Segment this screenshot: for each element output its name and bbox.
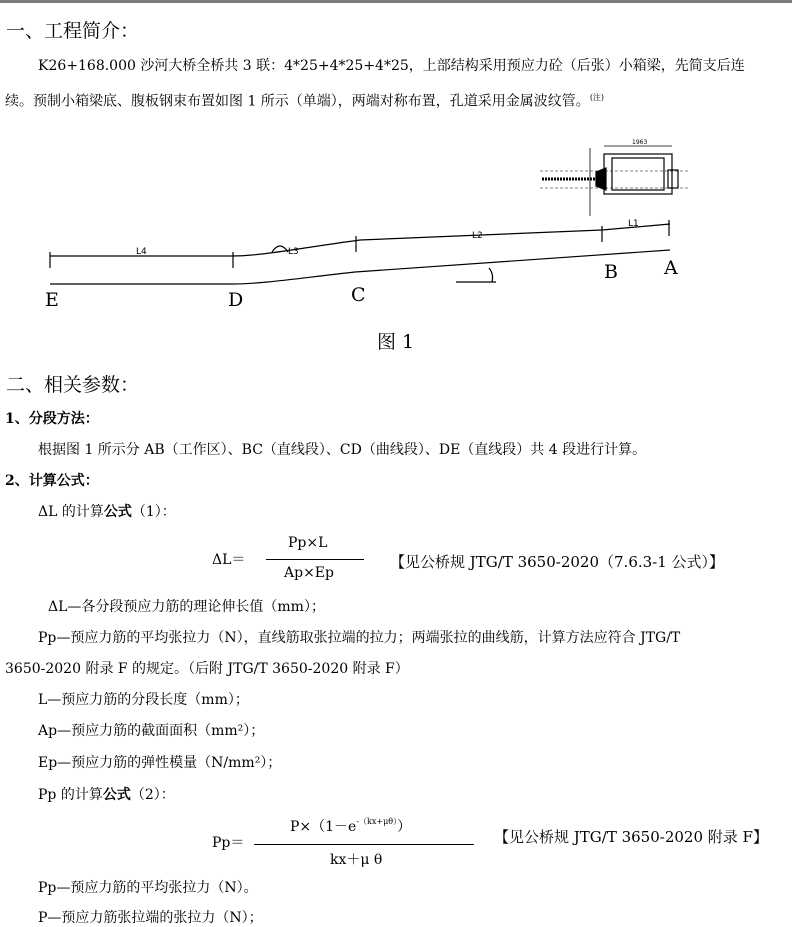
sub-heading-formula: 2、计算公式：	[5, 473, 99, 489]
point-label-b: B	[604, 261, 618, 283]
definition-ap: Ap—预应力筋的截面面积（mm²）；	[38, 723, 265, 739]
definition-delta-l: ΔL—各分段预应力筋的理论伸长值（mm）；	[48, 599, 325, 615]
anchor-cap	[668, 170, 678, 188]
section-heading-intro: 一、工程简介：	[6, 20, 140, 42]
segment-label-l1: L1	[628, 219, 639, 229]
formula2-intro-text: Pp 的计算	[38, 787, 103, 803]
intro-paragraph-line2	[5, 89, 604, 111]
formula2-numerator	[290, 816, 411, 836]
note-marker: (注)	[589, 93, 605, 102]
formula1-denominator: Ap×Ep	[284, 565, 334, 581]
segment-label-l4: L4	[136, 247, 147, 257]
definition-pp-line2: 3650-2020 附录 F 的规定。（后附 JTG/T 3650-2020 附录 F）	[5, 661, 409, 677]
top-border	[0, 0, 792, 3]
intro-paragraph-text: 续。预制小箱梁底、腹板钢束布置如图 1 所示（单端），两端对称布置，孔道采用金属波纹管。	[5, 93, 590, 110]
point-label-c: C	[351, 284, 366, 306]
formula1-intro	[38, 503, 176, 521]
segmentation-text: 根据图 1 所示分 AB（工作区）、BC（直线段）、CD（曲线段）、DE（直线段）共 4 段进行计算。	[38, 442, 647, 458]
definition-l: L—预应力筋的分段长度（mm）；	[38, 692, 249, 708]
definition-pp-avg: Pp—预应力筋的平均张拉力（N）。	[38, 880, 258, 896]
tendon-layout-diagram	[0, 118, 792, 318]
definition-pp-line1: Pp—预应力筋的平均张拉力（N），直线筋取张拉端的拉力；两端张拉的曲线筋，计算方法应符合 JTG/T	[38, 630, 681, 646]
wedge-plate	[596, 168, 606, 190]
section-heading-params: 二、相关参数：	[6, 374, 140, 396]
segment-label-l2: L2	[472, 231, 483, 241]
formula2-numerator-main: P×（1－e	[290, 819, 357, 835]
anchor-dimension-label: 1963	[632, 139, 648, 146]
formula2-lhs: Pp＝	[212, 835, 245, 851]
point-label-d: D	[228, 289, 244, 311]
point-label-a: A	[664, 257, 678, 279]
intro-paragraph-line1: K26+168.000 沙河大桥全桥共 3 联：4*25+4*25+4*25，上部结构采用预应力砼（后张）小箱梁，先简支后连	[38, 58, 745, 74]
segment-label-l3: L3	[288, 247, 299, 257]
formula2-exponent: -（kx+μθ）	[356, 817, 398, 826]
formula1-lhs: ΔL＝	[212, 552, 246, 568]
formula2-intro-number: （2）：	[130, 787, 175, 803]
formula1-intro-number: （1）：	[131, 504, 176, 520]
formula2-intro-keyword: 公式	[102, 787, 131, 803]
formula1-fraction-bar	[266, 559, 364, 560]
formula1-intro-keyword: 公式	[103, 504, 132, 520]
angle-arc	[489, 268, 493, 282]
formula1-intro-text: ΔL 的计算	[38, 504, 104, 520]
formula2-reference: 【见公桥规 JTG/T 3650-2020 附录 F】	[494, 828, 768, 846]
formula2-numerator-close: ）	[397, 819, 412, 835]
definition-p-end: P—预应力筋张拉端的张拉力（N）；	[38, 910, 263, 926]
formula2-fraction-bar	[254, 844, 474, 845]
definition-ep: Ep—预应力筋的弹性模量（N/mm²）；	[38, 755, 282, 771]
formula2-denominator: kx＋μ θ	[330, 852, 383, 868]
formula1-reference: 【见公桥规 JTG/T 3650-2020（7.6.3-1 公式）】	[390, 553, 725, 571]
formula1-numerator: Pp×L	[288, 535, 328, 551]
formula2-intro	[38, 786, 175, 804]
figure-caption: 图 1	[377, 331, 415, 353]
anchor-inner	[612, 158, 664, 190]
sub-heading-segmentation: 1、分段方法：	[5, 411, 99, 427]
point-label-e: E	[45, 289, 59, 311]
